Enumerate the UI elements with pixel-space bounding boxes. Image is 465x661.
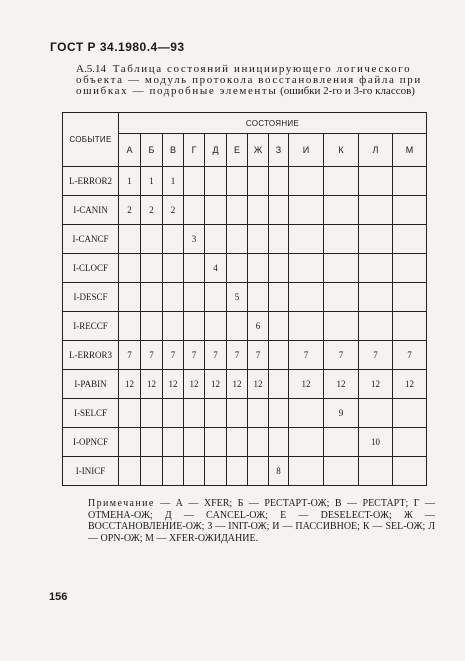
- state-cell: [227, 196, 248, 225]
- state-cell: [163, 399, 184, 428]
- state-cell: [184, 312, 205, 341]
- event-name: I-CLOCF: [63, 254, 119, 283]
- state-cell: [119, 312, 141, 341]
- state-cell: [227, 225, 248, 254]
- state-cell: [205, 399, 227, 428]
- state-cell: [119, 225, 141, 254]
- state-cell: [289, 167, 324, 196]
- state-cell: [141, 283, 163, 312]
- state-cell: [269, 283, 289, 312]
- state-cell: 12: [324, 370, 359, 399]
- state-cell: [141, 428, 163, 457]
- state-cell: [393, 225, 427, 254]
- table-row: [63, 283, 427, 312]
- state-cell: 7: [119, 341, 141, 370]
- state-cell: 2: [163, 196, 184, 225]
- state-cell: [324, 254, 359, 283]
- event-name: I-SELCF: [63, 399, 119, 428]
- state-cell: [205, 225, 227, 254]
- state-cell: [184, 399, 205, 428]
- state-cell: 2: [141, 196, 163, 225]
- state-cell: 7: [324, 341, 359, 370]
- state-cell: [393, 428, 427, 457]
- state-cell: 9: [324, 399, 359, 428]
- state-column-letter: К: [324, 134, 359, 167]
- state-cell: [289, 399, 324, 428]
- state-cell: [248, 457, 269, 486]
- state-cell: [269, 428, 289, 457]
- state-column-letter: Ж: [248, 134, 269, 167]
- state-cell: [248, 225, 269, 254]
- state-cell: [393, 312, 427, 341]
- state-cell: [119, 283, 141, 312]
- state-cell: [248, 196, 269, 225]
- event-name: I-CANCF: [63, 225, 119, 254]
- state-cell: [205, 283, 227, 312]
- state-cell: [227, 312, 248, 341]
- event-name: L-ERROR3: [63, 341, 119, 370]
- state-cell: 1: [141, 167, 163, 196]
- state-cell: [227, 254, 248, 283]
- state-cell: [393, 399, 427, 428]
- state-cell: [289, 457, 324, 486]
- state-cell: [359, 283, 393, 312]
- state-cell: [359, 457, 393, 486]
- state-cell: [227, 428, 248, 457]
- state-cell: 12: [163, 370, 184, 399]
- state-cell: [184, 283, 205, 312]
- state-cell: 7: [184, 341, 205, 370]
- event-name: I-PABIN: [63, 370, 119, 399]
- state-cell: [205, 196, 227, 225]
- state-cell: 12: [248, 370, 269, 399]
- state-cell: [119, 428, 141, 457]
- table-row: [63, 399, 427, 428]
- state-cell: 7: [393, 341, 427, 370]
- state-cell: [289, 312, 324, 341]
- state-cell: [184, 457, 205, 486]
- table-row: [63, 167, 427, 196]
- state-cell: [163, 428, 184, 457]
- table-row: [63, 225, 427, 254]
- event-name: I-INICF: [63, 457, 119, 486]
- document-header: ГОСТ Р 34.1980.4—93: [50, 40, 185, 54]
- state-cell: 12: [184, 370, 205, 399]
- state-cell: 12: [119, 370, 141, 399]
- table-note: [88, 498, 435, 544]
- state-cell: 12: [205, 370, 227, 399]
- state-cell: [359, 167, 393, 196]
- note-text: — А — XFER; Б — РЕСТАРТ-ОЖ; В — РЕСТАРТ; Г — ОТМЕНА-ОЖ; Д — CANCEL-ОЖ; Е — DESELECT-ОЖ; Ж — ВОССТАНОВЛЕНИЕ-ОЖ; З — INIT-ОЖ; И — ПАССИВНОЕ; К — SEL-ОЖ; Л — OPN-ОЖ; М — XFER-ОЖИДАНИЕ.: [88, 498, 435, 544]
- state-cell: [163, 225, 184, 254]
- event-column-header: СОБЫТИЕ: [63, 113, 119, 167]
- caption-subtext: (ошибки 2-го и 3-го классов): [280, 85, 415, 97]
- state-cell: [205, 457, 227, 486]
- state-column-letter: А: [119, 134, 141, 167]
- state-cell: [248, 283, 269, 312]
- state-cell: [184, 196, 205, 225]
- caption-text: Таблица состояний инициирующего логического объекта — модуль протокола восстановления файла при ошибках — подробные элементы: [76, 63, 422, 97]
- state-cell: 4: [205, 254, 227, 283]
- state-cell: [324, 457, 359, 486]
- state-column-letter: Л: [359, 134, 393, 167]
- state-cell: [141, 225, 163, 254]
- state-cell: [269, 312, 289, 341]
- state-cell: [269, 196, 289, 225]
- state-cell: 1: [163, 167, 184, 196]
- state-cell: [269, 225, 289, 254]
- state-cell: 1: [119, 167, 141, 196]
- state-cell: [289, 283, 324, 312]
- state-cell: [269, 341, 289, 370]
- state-column-letter: М: [393, 134, 427, 167]
- state-cell: [289, 428, 324, 457]
- table-row: [63, 428, 427, 457]
- state-cell: [227, 399, 248, 428]
- state-cell: [227, 457, 248, 486]
- state-cell: [393, 283, 427, 312]
- state-cell: 8: [269, 457, 289, 486]
- state-cell: [289, 225, 324, 254]
- state-cell: [248, 254, 269, 283]
- state-cell: [248, 428, 269, 457]
- state-cell: [163, 254, 184, 283]
- state-column-letter: Б: [141, 134, 163, 167]
- state-cell: [359, 312, 393, 341]
- state-cell: [324, 428, 359, 457]
- state-cell: 7: [227, 341, 248, 370]
- state-cell: 7: [141, 341, 163, 370]
- state-cell: [324, 283, 359, 312]
- state-cell: 12: [359, 370, 393, 399]
- state-cell: [248, 399, 269, 428]
- state-cell: [119, 399, 141, 428]
- state-cell: 10: [359, 428, 393, 457]
- state-cell: 7: [205, 341, 227, 370]
- state-column-letter: Г: [184, 134, 205, 167]
- table-caption: [76, 64, 431, 97]
- state-cell: [393, 457, 427, 486]
- event-name: I-DESCF: [63, 283, 119, 312]
- event-name: I-RECCF: [63, 312, 119, 341]
- state-cell: [205, 428, 227, 457]
- state-cell: [184, 167, 205, 196]
- state-cell: 12: [141, 370, 163, 399]
- state-column-letter: Е: [227, 134, 248, 167]
- state-table: [62, 112, 427, 486]
- state-cell: [163, 312, 184, 341]
- state-cell: [269, 254, 289, 283]
- state-cell: [163, 283, 184, 312]
- state-cell: [324, 225, 359, 254]
- state-cell: 3: [184, 225, 205, 254]
- state-cell: [289, 254, 324, 283]
- state-cell: 12: [393, 370, 427, 399]
- state-cell: [141, 254, 163, 283]
- state-cell: 12: [289, 370, 324, 399]
- state-cell: [269, 370, 289, 399]
- state-cell: 7: [289, 341, 324, 370]
- state-cell: [141, 312, 163, 341]
- state-column-header: СОСТОЯНИЕ: [119, 113, 427, 134]
- state-cell: [324, 196, 359, 225]
- event-name: L-ERROR2: [63, 167, 119, 196]
- state-cell: [393, 254, 427, 283]
- table-row: [63, 254, 427, 283]
- state-cell: [184, 428, 205, 457]
- state-cell: [248, 167, 269, 196]
- state-cell: [205, 167, 227, 196]
- state-cell: [119, 254, 141, 283]
- table-row: [63, 341, 427, 370]
- state-cell: [119, 457, 141, 486]
- state-cell: 7: [248, 341, 269, 370]
- state-cell: [184, 254, 205, 283]
- state-cell: [359, 399, 393, 428]
- state-column-letter: В: [163, 134, 184, 167]
- state-cell: [324, 167, 359, 196]
- state-cell: [269, 399, 289, 428]
- state-cell: 7: [163, 341, 184, 370]
- state-cell: [359, 196, 393, 225]
- state-cell: [141, 457, 163, 486]
- state-cell: 6: [248, 312, 269, 341]
- note-label: Примечание: [88, 498, 155, 509]
- table-row: [63, 312, 427, 341]
- state-column-letter: З: [269, 134, 289, 167]
- state-cell: [393, 196, 427, 225]
- state-cell: 2: [119, 196, 141, 225]
- state-cell: [227, 167, 248, 196]
- state-column-letter: И: [289, 134, 324, 167]
- state-cell: [393, 167, 427, 196]
- state-cell: [141, 399, 163, 428]
- state-cell: 7: [359, 341, 393, 370]
- event-name: I-CANIN: [63, 196, 119, 225]
- table-row: [63, 196, 427, 225]
- state-cell: [324, 312, 359, 341]
- state-cell: 5: [227, 283, 248, 312]
- table-row: [63, 457, 427, 486]
- state-cell: [359, 254, 393, 283]
- state-cell: 12: [227, 370, 248, 399]
- state-cell: [163, 457, 184, 486]
- state-cell: [289, 196, 324, 225]
- table-row: [63, 370, 427, 399]
- caption-number: A.5.14: [76, 63, 106, 75]
- page-number: 156: [49, 591, 68, 603]
- state-cell: [269, 167, 289, 196]
- state-cell: [205, 312, 227, 341]
- state-cell: [359, 225, 393, 254]
- state-column-letter: Д: [205, 134, 227, 167]
- event-name: I-OPNCF: [63, 428, 119, 457]
